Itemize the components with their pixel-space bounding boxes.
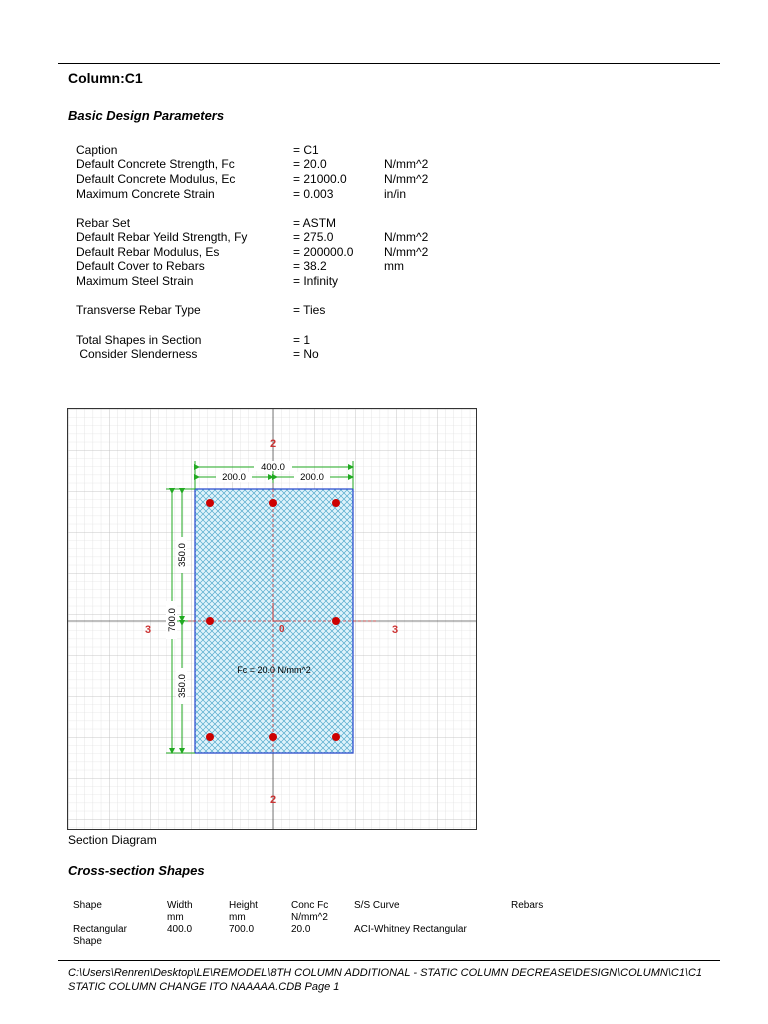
param-value: = No [293,347,319,361]
rebar [332,499,340,507]
footer-file-path: C:\Users\Renren\Desktop\LE\REMODEL\8TH COLUMN ADDITIONAL - STATIC COLUMN DECREASE\DESIGN\COLUMN\C1\C1 STATIC COLUMN CHANGE ITO NAAAAA.CDB Page 1 [68,967,703,993]
dim-half-height-top: 350.0 [177,543,188,567]
param-label: Maximum Concrete Strain [76,187,215,201]
rebar [206,499,214,507]
param-value: = 21000.0 [293,172,347,186]
param-value: = 20.0 [293,157,327,171]
cell-width: 400.0 [167,924,193,935]
axis-2-top-label: 2 [269,438,277,450]
param-label: Default Concrete Modulus, Ec [76,172,236,186]
param-label: Default Concrete Strength, Fc [76,157,235,171]
cell-height: 700.0 [229,924,255,935]
rebar [206,733,214,741]
header-ss-curve: S/S Curve [354,900,400,911]
param-label: Default Rebar Yeild Strength, Fy [76,230,248,244]
param-value: = Ties [293,303,326,317]
section-diagram-canvas [68,409,476,829]
origin-label: 0 [279,624,285,635]
axis-3-left-label: 3 [144,624,152,636]
rebar [206,617,214,625]
diagram-caption: Section Diagram [68,833,157,847]
param-label: Default Cover to Rebars [76,259,205,273]
param-unit: in/in [384,187,407,201]
header-height-unit: mm [229,912,246,923]
param-value: = C1 [293,143,319,157]
param-value: = 1 [293,333,311,347]
param-label: Caption [76,143,118,157]
material-label: Fc = 20.0 N/mm^2 [237,665,311,675]
header-conc-fc: Conc Fc [291,900,329,911]
rebar [269,499,277,507]
header-width-unit: mm [167,912,184,923]
basic-parameters-heading: Basic Design Parameters [68,108,225,123]
param-unit: N/mm^2 [384,172,429,186]
cell-shape: Rectangular [73,924,127,935]
top-rule [58,63,720,64]
header-height: Height [229,900,258,911]
dim-half-width-left: 200.0 [222,472,246,483]
param-unit: N/mm^2 [384,245,429,259]
dim-half-width-right: 200.0 [300,472,324,483]
param-value: = 200000.0 [293,245,354,259]
rebar [332,617,340,625]
section-diagram [67,408,477,830]
param-label: Total Shapes in Section [76,333,202,347]
cell-shape-cont: Shape [73,936,102,947]
param-value: = 275.0 [293,230,334,244]
rebar [332,733,340,741]
param-label: Rebar Set [76,216,131,230]
param-value: = 0.003 [293,187,334,201]
bottom-rule [58,960,720,961]
page-title: Column:C1 [68,70,143,86]
param-unit: mm [384,259,404,273]
param-label: Default Rebar Modulus, Es [76,245,220,259]
cell-conc-fc: 20.0 [291,924,311,935]
param-value: = ASTM [293,216,337,230]
header-shape: Shape [73,900,102,911]
dim-total-width: 400.0 [261,462,285,473]
param-unit: N/mm^2 [384,230,429,244]
param-value: = 38.2 [293,259,327,273]
param-label: Maximum Steel Strain [76,274,194,288]
cell-ss-curve: ACI-Whitney Rectangular [354,924,467,935]
dim-total-height: 700.0 [167,608,178,632]
axis-2-bottom-label: 2 [269,794,277,806]
param-label: Consider Slenderness [76,347,198,361]
param-value: = Infinity [293,274,339,288]
param-label: Transverse Rebar Type [76,303,201,317]
rebar [269,733,277,741]
header-conc-fc-unit: N/mm^2 [291,912,328,923]
axis-3-right-label: 3 [391,624,399,636]
cross-section-shapes-heading: Cross-section Shapes [68,863,205,878]
param-unit: N/mm^2 [384,157,429,171]
header-width: Width [167,900,193,911]
header-rebars: Rebars [511,900,544,911]
dim-half-height-bottom: 350.0 [177,674,188,698]
